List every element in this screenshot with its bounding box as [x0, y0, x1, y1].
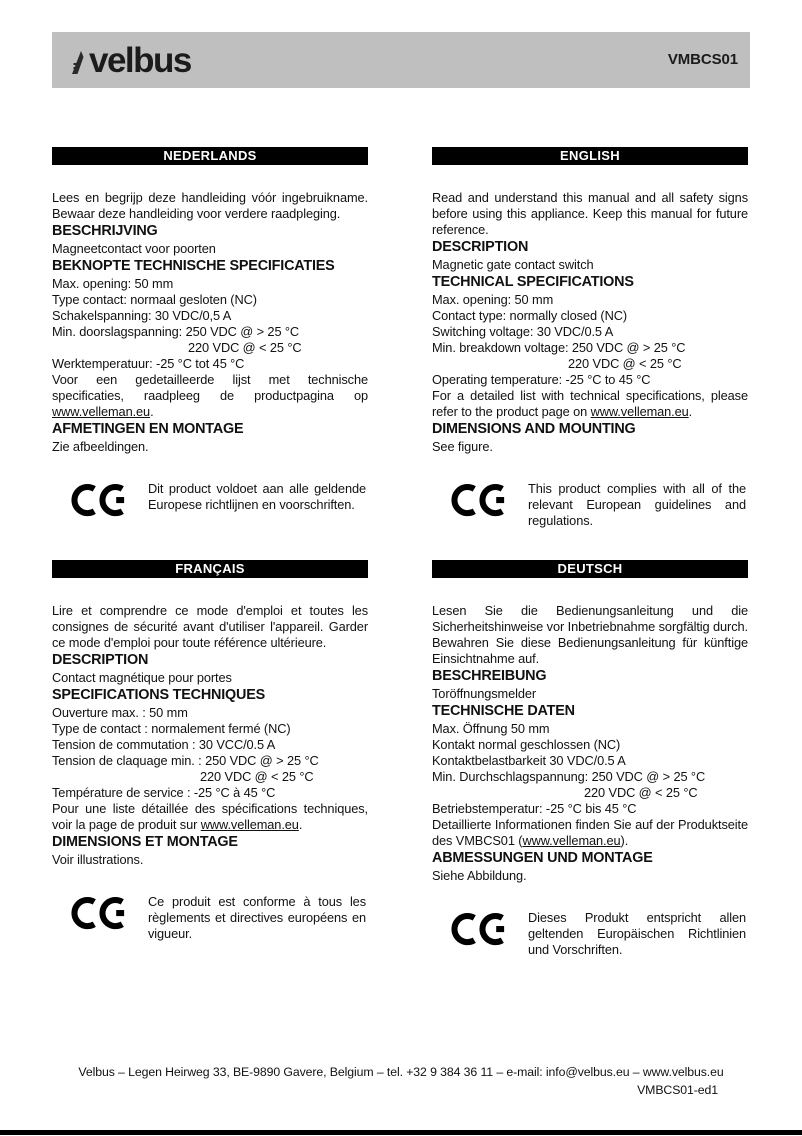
dimensions-heading: DIMENSIONS ET MONTAGE: [52, 834, 238, 850]
spec-line: Max. opening: 50 mm: [432, 292, 554, 307]
intro-paragraph: Lesen Sie die Bedienungsanleitung und die Sicherheitshinweise vor Inbetriebnahme sorgfältig durch. Bewahren Sie diese Bedienungsanleitung für künftige Einsichtnahme auf.: [432, 603, 748, 666]
figure-text: Siehe Abbildung.: [432, 868, 527, 883]
spec-line: Ouverture max. : 50 mm: [52, 705, 188, 720]
description-text: Magnetic gate contact switch: [432, 257, 594, 272]
velleman-link[interactable]: www.velleman.eu: [200, 817, 299, 832]
footer-address: Velbus – Legen Heirweg 33, BE-9890 Gavere, Belgium – tel. +32 9 384 36 11 – e-mail: info@velbus.eu – www.velbus.eu: [78, 1065, 724, 1079]
ce-mark-icon: [70, 894, 126, 938]
spec-line: Min. breakdown voltage: 250 VDC @ > 25 °C: [432, 340, 686, 355]
product-code: VMBCS01: [667, 51, 738, 68]
figure-text: Voir illustrations.: [52, 852, 144, 867]
specs-heading: TECHNISCHE DATEN: [432, 703, 575, 719]
footer-edition: VMBCS01-ed1: [637, 1083, 718, 1097]
ce-block: [52, 481, 368, 525]
specs-heading: TECHNICAL SPECIFICATIONS: [432, 274, 634, 290]
dimensions-heading: ABMESSUNGEN UND MONTAGE: [432, 850, 653, 866]
description-text: Magneetcontact voor poorten: [52, 241, 216, 256]
spec-line: Werktemperatuur: -25 °C tot 45 °C: [52, 356, 245, 371]
dimensions-heading: DIMENSIONS AND MOUNTING: [432, 421, 636, 437]
spec-line: Min. Durchschlagspannung: 250 VDC @ > 25 °C: [432, 769, 706, 784]
spec-line: Operating temperature: -25 °C to 45 °C: [432, 372, 651, 387]
ce-statement: Dieses Produkt entspricht allen geltenden Europäischen Richtlinien und Vorschriften.: [528, 910, 746, 957]
note-text: Detaillierte Informationen finden Sie auf der Produktseite des VMBCS01 (: [432, 817, 748, 848]
spec-line: Schakelspanning: 30 VDC/0,5 A: [52, 308, 232, 323]
spec-list: [52, 705, 368, 801]
ce-mark-icon: [70, 481, 126, 525]
velleman-link[interactable]: www.velleman.eu: [590, 404, 689, 419]
header-banner: [52, 32, 750, 88]
note-text: For a detailed list with technical specifications, please refer to the product page on: [432, 388, 748, 419]
velleman-link[interactable]: www.velleman.eu: [522, 833, 621, 848]
specs-heading: SPECIFICATIONS TECHNIQUES: [52, 687, 266, 703]
spec-line: Température de service : -25 °C à 45 °C: [52, 785, 276, 800]
velbus-logo: [52, 40, 191, 80]
ce-block: [52, 894, 368, 942]
section-english: [432, 147, 748, 529]
note-text: Pour une liste détaillée des spécifications techniques, voir la page de produit sur: [52, 801, 368, 832]
spec-line: Max. Öffnung 50 mm: [432, 721, 550, 736]
note-text-after: .: [150, 404, 154, 419]
spec-line: Betriebstemperatur: -25 °C bis 45 °C: [432, 801, 637, 816]
description-heading: BESCHREIBUNG: [432, 668, 547, 684]
spec-line: Tension de commutation : 30 VCC/0.5 A: [52, 737, 276, 752]
spec-list: [432, 292, 748, 388]
section-francais: [52, 560, 368, 942]
section-deutsch: [432, 560, 748, 958]
intro-paragraph: Read and understand this manual and all safety signs before using this appliance. Keep this manual for future reference.: [432, 190, 748, 237]
ce-block: [432, 481, 748, 529]
note-text-after: .: [688, 404, 693, 419]
spec-list: [432, 721, 748, 817]
spec-line: Min. doorslagspanning: 250 VDC @ > 25 °C: [52, 324, 300, 339]
figure-text: See figure.: [432, 439, 493, 454]
note-text: Voor een gedetailleerde lijst met technische specificaties, raadpleeg de productpagina op: [52, 372, 368, 403]
ce-statement: This product complies with all of the relevant European guidelines and regulations.: [528, 481, 746, 528]
section-nederlands: [52, 147, 368, 525]
note-paragraph: [432, 388, 748, 420]
spec-line: 220 VDC @ < 25 °C: [568, 356, 682, 371]
language-bar-deutsch: DEUTSCH: [432, 560, 748, 578]
spec-line: Kontaktbelastbarkeit 30 VDC/0.5 A: [432, 753, 626, 768]
bottom-border: [0, 1130, 802, 1135]
ce-statement: Dit product voldoet aan alle geldende Europese richtlijnen en voorschriften.: [148, 481, 366, 512]
intro-paragraph: Lees en begrijp deze handleiding vóór ingebruikname. Bewaar deze handleiding voor verdere raadpleging.: [52, 190, 368, 221]
language-bar-francais: FRANÇAIS: [52, 560, 368, 578]
description-heading: DESCRIPTION: [52, 652, 149, 668]
ce-statement: Ce produit est conforme à tous les règlements et directives européens en vigueur.: [148, 894, 366, 941]
figure-text: Zie afbeeldingen.: [52, 439, 149, 454]
intro-paragraph: Lire et comprendre ce mode d'emploi et toutes les consignes de sécurité avant d'utiliser l'appareil. Garder ce mode d'emploi pour toute référence ultérieure.: [52, 603, 368, 650]
ce-block: [432, 910, 748, 958]
description-heading: BESCHRIJVING: [52, 223, 158, 239]
language-bar-nederlands: NEDERLANDS: [52, 147, 368, 165]
spec-line: 220 VDC @ < 25 °C: [584, 785, 698, 800]
note-paragraph: [432, 817, 748, 849]
language-bar-english: ENGLISH: [432, 147, 748, 165]
velbus-logo-mark-icon: [72, 48, 87, 74]
ce-mark-icon: [450, 481, 506, 525]
spec-line: Tension de claquage min. : 250 VDC @ > 25 °C: [52, 753, 319, 768]
note-text-after: .: [298, 817, 303, 832]
note-text-after: ).: [620, 833, 629, 848]
spec-line: Max. opening: 50 mm: [52, 276, 174, 291]
spec-line: Kontakt normal geschlossen (NC): [432, 737, 621, 752]
ce-mark-icon: [450, 910, 506, 954]
dimensions-heading: AFMETINGEN EN MONTAGE: [52, 421, 244, 437]
description-text: Toröffnungsmelder: [432, 686, 537, 701]
spec-line: Type de contact : normalement fermé (NC): [52, 721, 291, 736]
specs-heading: BEKNOPTE TECHNISCHE SPECIFICATIES: [52, 258, 335, 274]
description-heading: DESCRIPTION: [432, 239, 529, 255]
spec-line: Contact type: normally closed (NC): [432, 308, 628, 323]
description-text: Contact magnétique pour portes: [52, 670, 232, 685]
note-paragraph: [52, 801, 368, 833]
spec-line: 220 VDC @ < 25 °C: [200, 769, 314, 784]
velbus-logo-text: velbus: [89, 40, 191, 80]
spec-line: Type contact: normaal gesloten (NC): [52, 292, 257, 307]
spec-list: [52, 276, 368, 372]
spec-line: 220 VDC @ < 25 °C: [188, 340, 302, 355]
velleman-link[interactable]: www.velleman.eu: [52, 404, 151, 419]
note-paragraph: [52, 372, 368, 420]
spec-line: Switching voltage: 30 VDC/0.5 A: [432, 324, 614, 339]
